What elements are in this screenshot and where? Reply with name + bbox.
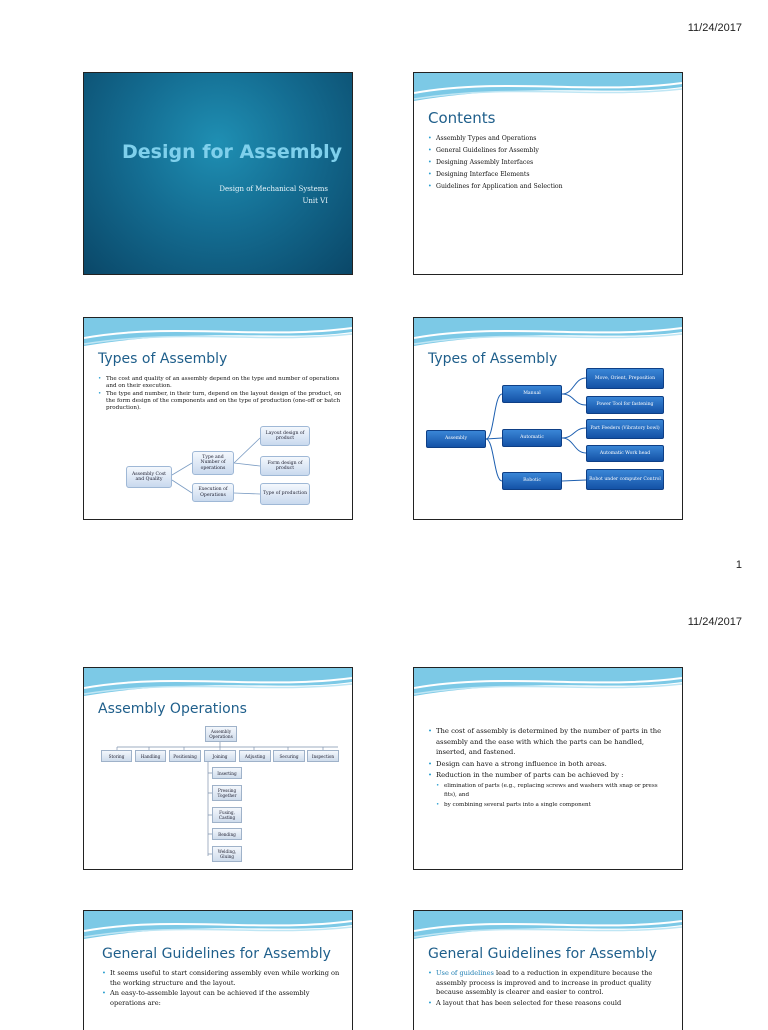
contents-item: • Assembly Types and Operations <box>428 133 672 145</box>
slide-header-wave <box>414 73 682 113</box>
slide-heading: General Guidelines for Assembly <box>102 946 331 962</box>
slide-title[interactable] <box>83 72 353 275</box>
bullet: • The cost of assembly is determined by the number of parts in the assembly and the ease with which the parts can be handled, inserted, and fastened. <box>428 726 672 758</box>
ops-row-item: Storing <box>101 750 132 762</box>
sub-bullet: • by combining several parts into a single component <box>428 801 672 810</box>
contents-item: • General Guidelines for Assembly <box>428 145 672 157</box>
bullet: • An easy-to-assemble layout can be achieved if the assembly operations are: <box>102 989 342 1008</box>
slide-guidelines-1[interactable] <box>83 910 353 1030</box>
bullet: • It seems useful to start considering assembly even while working on the working structure and the layout. <box>102 969 342 988</box>
tree-leaf: Automatic Work head <box>586 445 664 462</box>
slide-guidelines-2[interactable] <box>413 910 683 1030</box>
slide-types-tree[interactable] <box>413 317 683 520</box>
tree-leaf: Part Feeders (Vibratory bowl) <box>586 419 664 439</box>
diagram-node: Type and Number of operations <box>192 451 234 475</box>
slide-bullets <box>102 969 342 1009</box>
slide-heading: Types of Assembly <box>428 351 558 367</box>
slide-header-wave <box>414 668 682 708</box>
ops-row-item: Handling <box>135 750 166 762</box>
tree-leaf: Power Tool for fastening <box>586 396 664 414</box>
ops-column-item: Bending <box>212 828 242 840</box>
contents-title: Contents <box>428 109 496 127</box>
bullet: • Design can have a strong influence in both areas. <box>428 759 672 770</box>
diagram-node: Layout design of product <box>260 426 310 446</box>
ops-row-item: Securing <box>273 750 305 762</box>
ops-column-item: Welding, Gluing <box>212 846 242 862</box>
slide-subtitle-unit: Unit VI <box>302 197 328 205</box>
bullet: • The cost and quality of an assembly depend on the type and number of operations and on their execution. <box>98 376 342 390</box>
tree-leaf: Robot under computer Control <box>586 469 664 490</box>
tree-branch: Robotic <box>502 472 562 490</box>
tree-branch: Automatic <box>502 429 562 447</box>
page-date: 11/24/2017 <box>687 22 742 34</box>
diagram-root: Assembly Cost and Quality <box>126 466 172 488</box>
ops-column-item: Fusing, Casting <box>212 807 242 823</box>
tree-branch: Manual <box>502 385 562 403</box>
diagram-node: Type of production <box>260 483 310 505</box>
diagram-node: Execution of Operations <box>192 483 234 502</box>
ops-column-item: Pressing Together <box>212 785 242 801</box>
page-number: 1 <box>735 559 742 571</box>
contents-item: • Designing Interface Elements <box>428 169 672 181</box>
ops-row-item: Joining <box>204 750 236 762</box>
slide-title-heading: Design for Assembly <box>122 141 343 163</box>
tree-root: Assembly <box>426 430 486 448</box>
ops-row-item: Positioning <box>169 750 201 762</box>
ops-row-item: Adjusting <box>239 750 271 762</box>
slide-subtitle-course: Design of Mechanical Systems <box>219 185 328 193</box>
bullet <box>428 969 672 998</box>
contents-list <box>428 133 672 193</box>
slide-header-wave <box>414 911 682 951</box>
diagram-node: Form design of product <box>260 456 310 476</box>
slide-heading: General Guidelines for Assembly <box>428 946 657 962</box>
sub-bullet: • elimination of parts (e.g., replacing screws and washers with snap or press fits), and <box>428 782 672 800</box>
page-date: 11/24/2017 <box>687 616 742 628</box>
slide-cost-of-assembly[interactable] <box>413 667 683 870</box>
slide-heading: Assembly Operations <box>98 701 247 717</box>
bullet-text: lead to a reduction in expenditure because the assembly process is improved and to increase in product quality because assembly is clearer and easier to control. <box>436 969 653 997</box>
bullet: • Reduction in the number of parts can be achieved by : <box>428 770 672 781</box>
bullet: • The type and number, in their turn, depend on the layout design of the product, on the form design of the components and on the type of production (one-off or batch production). <box>98 391 342 412</box>
bullet: • A layout that has been selected for these reasons could <box>428 999 672 1009</box>
ops-column-item: Inserting <box>212 767 242 779</box>
slide-bullets <box>428 969 672 1009</box>
slide-types-cost[interactable] <box>83 317 353 520</box>
bullet-highlight: Use of guidelines <box>436 969 494 977</box>
tree-leaf: Move, Orient, Preposition <box>586 368 664 389</box>
contents-item: • Designing Assembly Interfaces <box>428 157 672 169</box>
slide-contents[interactable] <box>413 72 683 275</box>
contents-item: • Guidelines for Application and Selection <box>428 181 672 193</box>
slide-bullets <box>428 726 672 811</box>
slide-assembly-operations[interactable] <box>83 667 353 870</box>
slide-header-wave <box>84 911 352 951</box>
slide-heading: Types of Assembly <box>98 351 228 367</box>
ops-row-item: Inspection <box>307 750 339 762</box>
ops-root: Assembly Operations <box>205 726 237 742</box>
